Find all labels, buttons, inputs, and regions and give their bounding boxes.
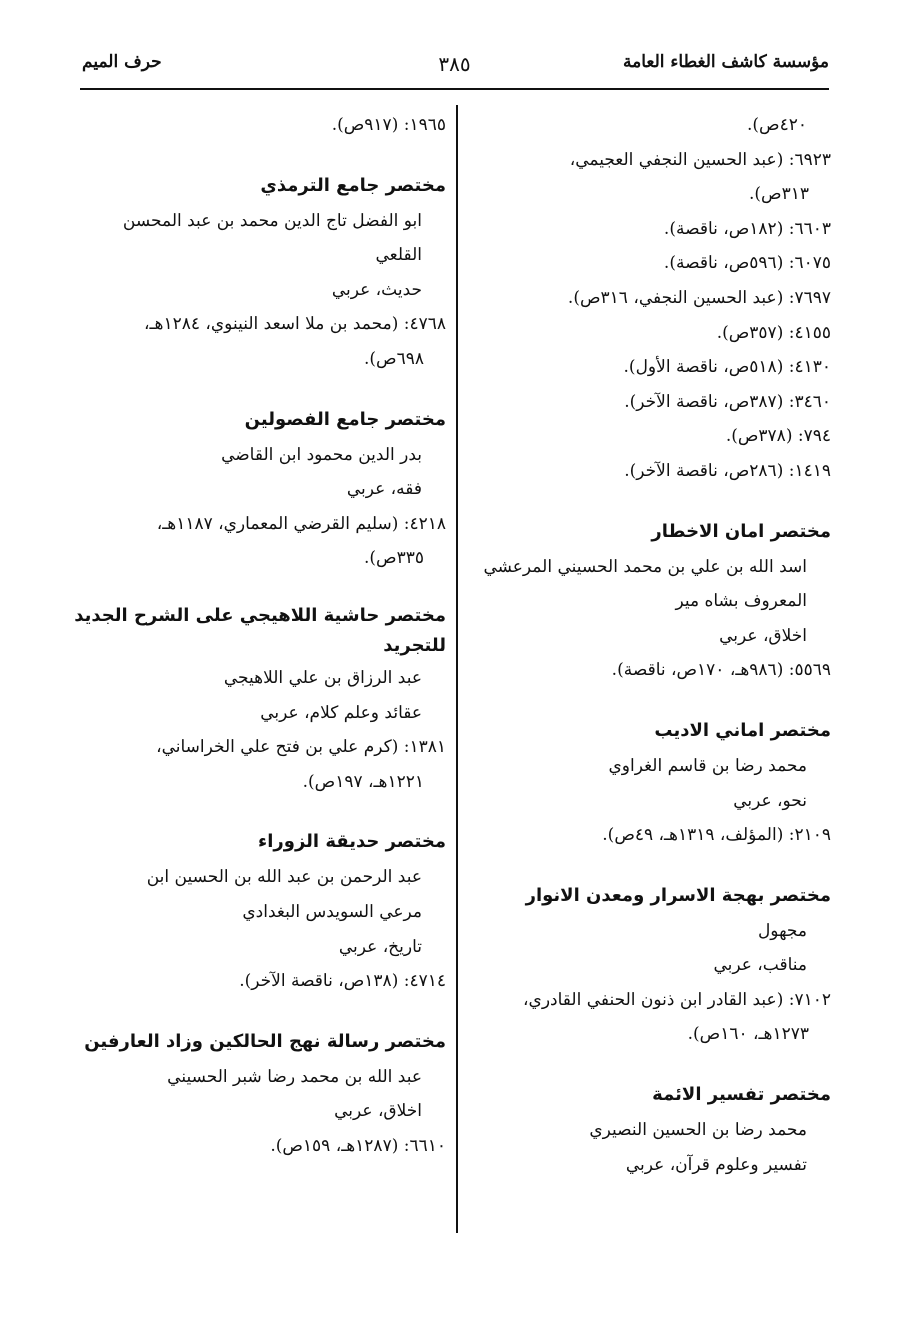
page-header xyxy=(0,0,909,92)
entry-author: مرعي السويدس البغدادي xyxy=(242,901,422,922)
entry-title: مختصر اماني الاديب xyxy=(654,719,831,741)
entry-title: مختصر امان الاخطار xyxy=(651,520,831,542)
entry-title: مختصر حديقة الزوراء xyxy=(258,831,446,853)
entry-subject: تاريخ، عربي xyxy=(338,936,422,957)
header-rule xyxy=(80,88,829,90)
copy-line: ٦٠٧٥: (٥٩٦ص، ناقصة). xyxy=(663,253,831,274)
entry-author: بدر الدين محمود ابن القاضي xyxy=(221,444,422,465)
catalog-entry xyxy=(479,878,831,1052)
entry-author: مجهول xyxy=(757,920,807,941)
entry-title: مختصر حاشية اللاهيجي على الشرح الجديد للتجريد xyxy=(74,604,446,656)
copy-line: ٧٩٤: (٣٧٨ص). xyxy=(725,426,831,447)
page-number: ٣٨٥ xyxy=(438,52,471,76)
copy-line: ٦٩٢٣: (عبد الحسين النجفي العجيمي، xyxy=(569,149,831,170)
entry-author: اسد الله بن علي بن محمد الحسيني المرعشي xyxy=(483,556,807,577)
column-divider xyxy=(456,105,458,1233)
entry-subject: مناقب، عربي xyxy=(713,955,807,976)
entry-title: مختصر تفسير الائمة xyxy=(652,1084,831,1106)
copy-line: ٤٧٦٨: (محمد بن ملا اسعد النينوي، ١٢٨٤هـ، xyxy=(144,314,446,335)
copy-line: ٦٦٠٣: (١٨٢ص، ناقصة). xyxy=(663,218,831,239)
copy-line: ٧١٠٢: (عبد القادر ابن ذنون الحنفي القادري، xyxy=(523,989,831,1010)
catalog-entry xyxy=(74,402,446,576)
catalog-entry xyxy=(479,1077,831,1182)
copy-line: ١٢٧٣هـ، ١٦٠ص). xyxy=(687,1024,809,1045)
right-column xyxy=(479,108,831,1182)
copy-line: ١٢٢١هـ، ١٩٧ص). xyxy=(302,771,424,792)
left-column xyxy=(74,108,446,1163)
catalog-entry xyxy=(74,1024,446,1164)
entry-author: ابو الفضل تاج الدين محمد بن عبد المحسن xyxy=(122,210,422,231)
entry-author: عبد الرزاق بن علي اللاهيجي xyxy=(223,667,422,688)
catalog-entry xyxy=(74,168,446,377)
entry-title: مختصر جامع الفصولين xyxy=(244,408,446,430)
section-title: حرف الميم xyxy=(82,52,162,72)
catalog-entry xyxy=(479,713,831,853)
copy-line: ٣١٣ص). xyxy=(749,184,809,205)
publisher-name: مؤسسة كاشف الغطاء العامة xyxy=(622,52,829,72)
entry-subject: فقه، عربي xyxy=(346,479,422,500)
copy-line: ١٣٨١: (كرم علي بن فتح علي الخراساني، xyxy=(156,737,446,758)
copy-line: ٤٧١٤: (١٣٨ص، ناقصة الآخر). xyxy=(239,971,446,992)
entry-author: عبد الرحمن بن عبد الله بن الحسين ابن xyxy=(146,867,422,888)
entry-author: محمد رضا بن قاسم الغراوي xyxy=(608,755,807,776)
copy-line: ١٩٦٥: (٩١٧ص). xyxy=(331,115,446,135)
copy-line: ٤١٥٥: (٣٥٧ص). xyxy=(716,322,831,343)
entry-author: القلعي xyxy=(375,245,422,266)
copy-line: ٧٦٩٧: (عبد الحسين النجفي، ٣١٦ص). xyxy=(567,287,831,308)
catalog-entry xyxy=(74,601,446,799)
entry-subject: عقائد وعلم كلام، عربي xyxy=(260,702,422,723)
copy-line: ٤٢٠ص). xyxy=(747,115,807,135)
continued-copies xyxy=(74,108,446,143)
continued-copies xyxy=(479,108,831,489)
entry-title: مختصر بهجة الاسرار ومعدن الانوار xyxy=(525,884,831,906)
copy-line: ٣٣٥ص). xyxy=(364,548,424,569)
entry-subject: حديث، عربي xyxy=(331,279,422,300)
entry-author: محمد رضا بن الحسين النصيري xyxy=(589,1120,807,1141)
copy-line: ٢١٠٩: (المؤلف، ١٣١٩هـ، ٤٩ص). xyxy=(602,825,831,846)
catalog-entry xyxy=(74,824,446,998)
entry-subject: تفسير وعلوم قرآن، عربي xyxy=(625,1154,807,1175)
entry-title: مختصر رسالة نهج الحالكين وزاد العارفين xyxy=(84,1030,446,1052)
copy-line: ٤٢١٨: (سليم القرضي المعماري، ١١٨٧هـ، xyxy=(156,513,446,534)
copy-line: ٥٥٦٩: (٩٨٦هـ، ١٧٠ص، ناقصة). xyxy=(611,660,831,681)
entry-subject: اخلاق، عربي xyxy=(334,1101,422,1122)
entry-subject: نحو، عربي xyxy=(733,790,807,811)
copy-line: ١٤١٩: (٢٨٦ص، ناقصة الآخر). xyxy=(624,460,831,481)
entry-title: مختصر جامع الترمذي xyxy=(260,174,446,196)
entry-subject: اخلاق، عربي xyxy=(719,625,807,646)
entry-author: المعروف بشاه مير xyxy=(675,591,807,612)
catalog-entry xyxy=(479,514,831,688)
copy-line: ٣٤٦٠: (٣٨٧ص، ناقصة الآخر). xyxy=(624,391,831,412)
copy-line: ٦٩٨ص). xyxy=(364,348,424,369)
entry-author: عبد الله بن محمد رضا شبر الحسيني xyxy=(167,1066,422,1087)
copy-line: ٦٦١٠: (١٢٨٧هـ، ١٥٩ص). xyxy=(270,1135,446,1156)
copy-line: ٤١٣٠: (٥١٨ص، ناقصة الأول). xyxy=(623,357,831,378)
